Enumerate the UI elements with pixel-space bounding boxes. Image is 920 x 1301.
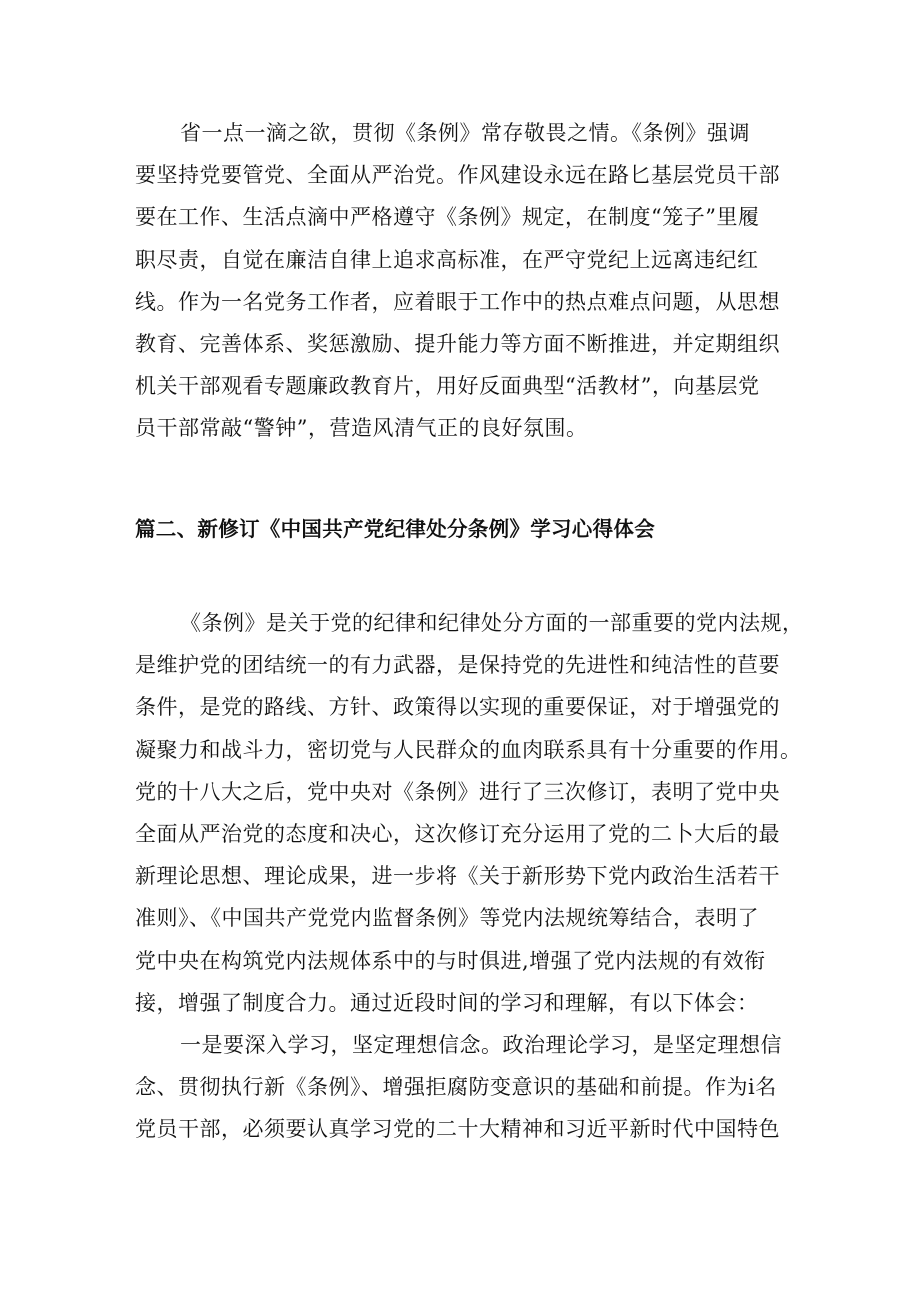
paragraph-line: 机关干部观看专题廉政教育片，用好反面典型“活教材”，向基层党: [135, 374, 760, 399]
paragraph-line: 准则》、《中国共产党党内监督条例》等党内法规统筹结合，表明了: [135, 906, 759, 931]
paragraph-line: 新理论思想、理论成果，进一步将《关于新形势下党内政治生活若干: [135, 864, 780, 889]
paragraph-line: 教育、完善体系、奖惩激励、提升能力等方面不断推进，并定期组织: [135, 331, 780, 356]
paragraph-line: 职尽责，自觉在廉洁自律上追求高标准，在严守党纪上远离违纪红: [135, 247, 759, 272]
paragraph-line: 要在工作、生活点滴中严格遵守《条例》规定，在制度“笼子”里履: [135, 205, 760, 230]
paragraph-3: [135, 1024, 785, 1151]
paragraph-line: 接，增强了制度合力。通过近段时间的学习和理解，有以下体会：: [135, 990, 759, 1015]
paragraph-line: 是维护党的团结统一的有力武器，是保持党的先进性和纯洁性的苣要: [135, 653, 780, 678]
paragraph-line: 凝聚力和战斗力，密切党与人民群众的血肉联系具有十分重要的作用。: [135, 737, 802, 762]
paragraph-line: 线。作为一名党务工作者，应着眼于工作中的热点难点问题，从思想: [135, 289, 780, 314]
paragraph-line: 念、贯彻执行新《条例》、增强拒腐防变意识的基础和前提。作为i名: [135, 1075, 777, 1100]
section-heading: 篇二、新修订《中国共产党纪律处分条例》学习心得体会: [135, 517, 655, 541]
paragraph-line: 党的十八大之后，党中央对《条例》进行了三次修订，表明了党中央: [135, 779, 780, 804]
paragraph-line: 党中央在构筑党内法规体系中的与时俱进,增强了党内法规的有效衔: [135, 948, 766, 973]
paragraph-line: 一是要深入学习，坚定理想信念。政治理论学习，是坚定理想信: [180, 1033, 782, 1057]
paragraph-line: 条件，是党的路线、方针、政策得以实现的重要保证，对于增强党的: [135, 695, 780, 720]
paragraph-2: [135, 602, 804, 1024]
paragraph-line: 省一点一滴之欲，贯彻《条例》常存敬畏之情。《条例》强调: [180, 121, 750, 145]
paragraph-1: [135, 112, 785, 450]
paragraph-line: 《条例》是关于党的纪律和纪律处分方面的一部重要的党内法规，: [180, 611, 804, 635]
paragraph-line: 全面从严治党的态度和决心，这次修订充分运用了党的二卜大后的最: [135, 821, 780, 846]
paragraph-line: 党员干部，必须要认真学习党的二十大精神和习近平新时代中国特色: [135, 1117, 780, 1142]
paragraph-line: 员干部常敲“警钟”，营造风清气正的良好氛围。: [135, 416, 588, 441]
paragraph-line: 要坚持党要管党、全面从严治党。作风建设永远在路匕基层党员干部: [135, 163, 780, 188]
